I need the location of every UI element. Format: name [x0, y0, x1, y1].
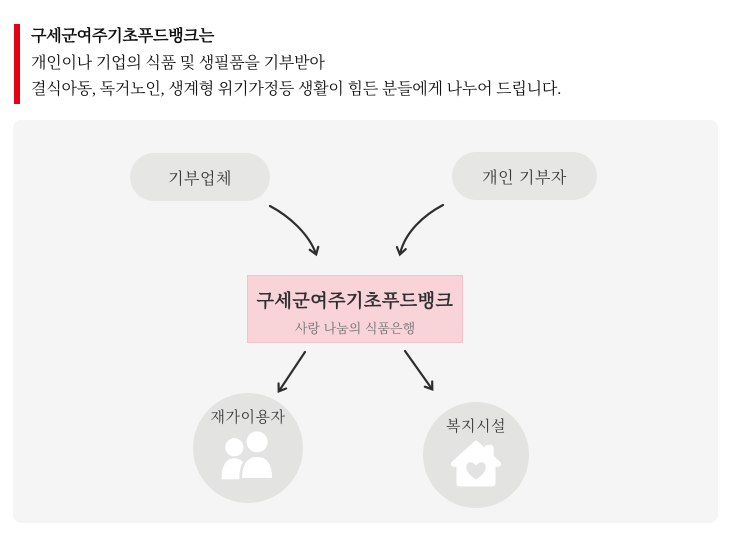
two-people-icon [217, 428, 279, 483]
flow-diagram-panel [13, 120, 718, 523]
home-users-node [193, 393, 303, 503]
intro-title: 구세군여주기초푸드뱅크는 [31, 28, 215, 45]
arrow-foodbank-to-home-users [279, 352, 305, 391]
arrow-company-to-foodbank [270, 206, 316, 254]
donor-company-label: 기부업체 [168, 170, 232, 188]
foodbank-node [247, 275, 463, 343]
intro-line-3: 결식아동, 독거노인, 생계형 위기가정등 생활이 힘든 분들에게 나누어 드립니다. [31, 81, 561, 98]
intro-section [14, 24, 561, 104]
red-accent-bar [14, 24, 20, 104]
individual-donor-label: 개인 기부자 [482, 169, 567, 187]
intro-line-2: 개인이나 기업의 식품 및 생필품을 기부받아 [31, 54, 325, 72]
foodbank-subtitle: 사랑 나눔의 식품은행 [294, 321, 416, 336]
welfare-facility-node [423, 402, 529, 508]
house-heart-icon [446, 437, 506, 491]
intro-text [31, 24, 561, 104]
welfare-facility-label: 복지시설 [446, 418, 506, 435]
donor-company-node [130, 153, 270, 201]
arrow-individual-to-foodbank [400, 205, 443, 254]
arrow-foodbank-to-facility [405, 351, 432, 389]
foodbank-title: 구세군여주기초푸드뱅크 [256, 291, 454, 311]
home-users-label: 재가이용자 [210, 409, 286, 426]
individual-donor-node [452, 152, 597, 200]
